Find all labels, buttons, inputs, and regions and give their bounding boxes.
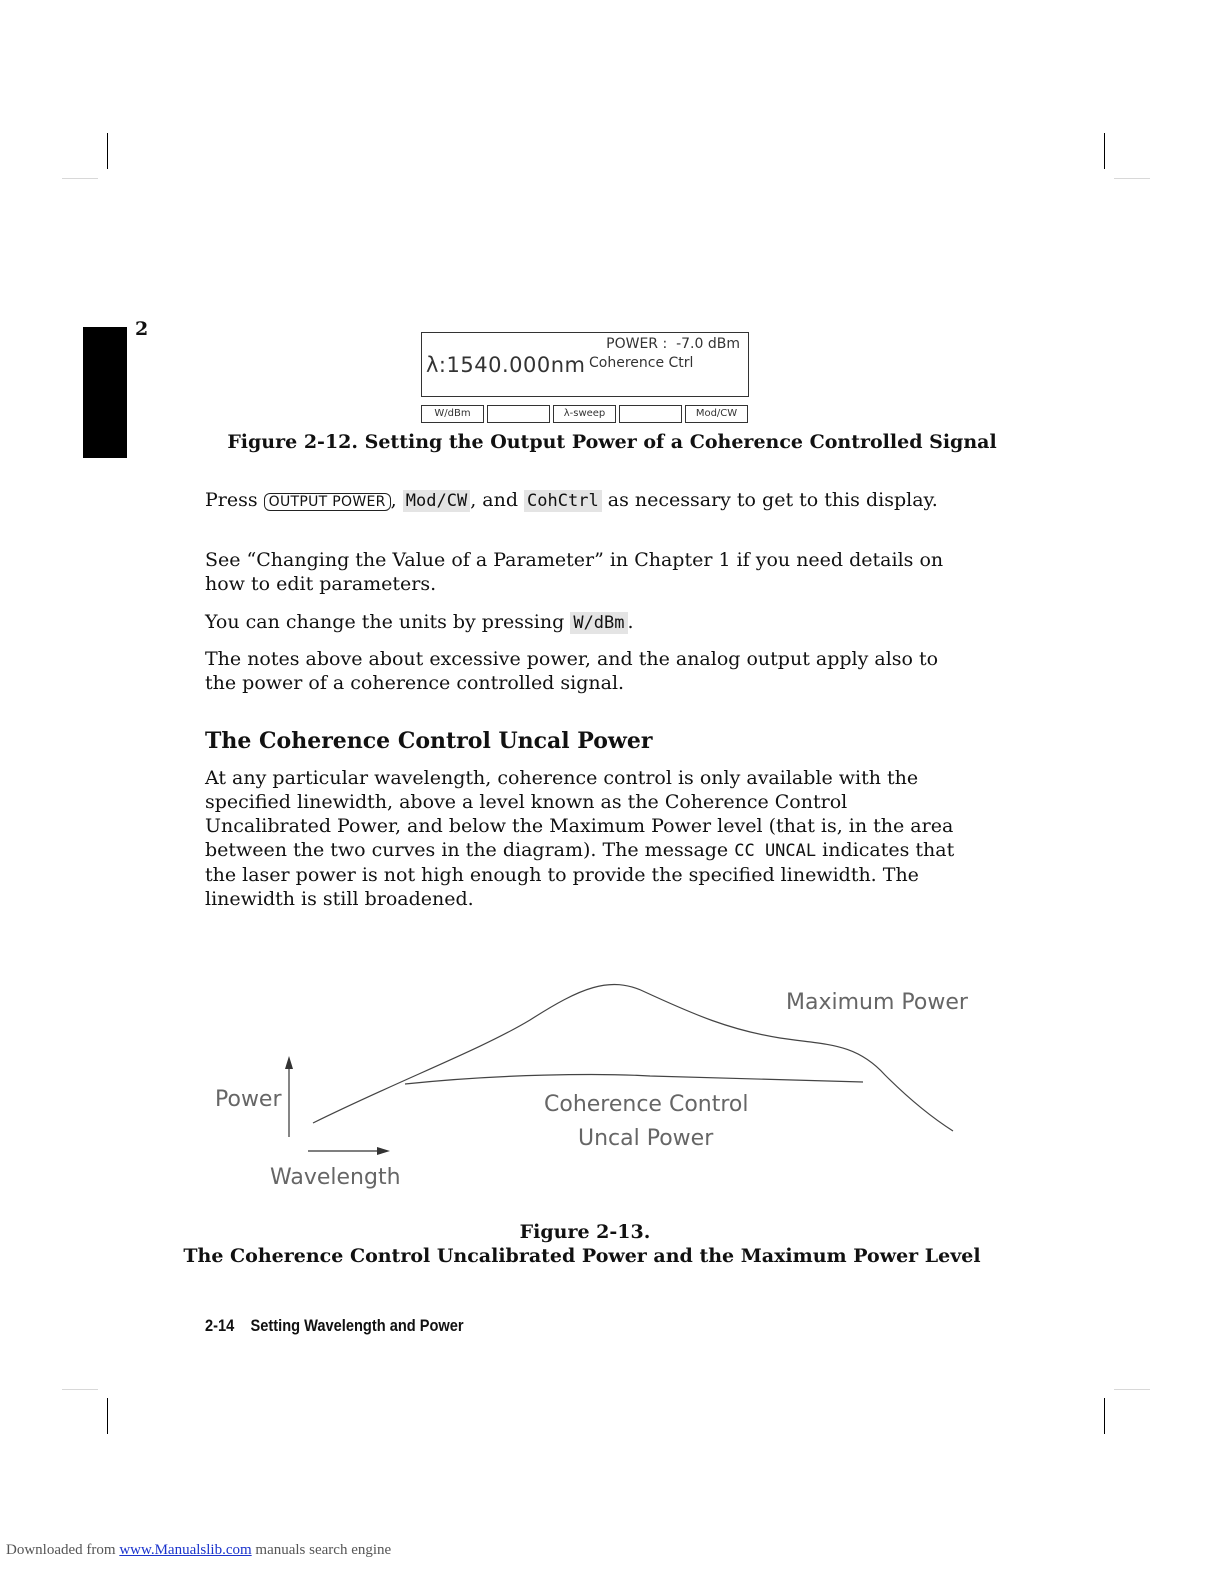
- w-dbm-softkey-ref: W/dBm: [570, 612, 627, 634]
- paragraph-see-chapter: See “Changing the Value of a Parameter” in Chapter 1 if you need details on how to edit parameters.: [205, 549, 944, 595]
- page-number: 2-14: [205, 1316, 235, 1335]
- paragraph-press-keys: [205, 488, 965, 514]
- crop-mark-top-right-h: [1114, 178, 1150, 179]
- download-prefix: Downloaded from: [6, 1542, 116, 1558]
- display-mode-label: Coherence Ctrl: [589, 355, 694, 371]
- figure-13-caption-line1: Figure 2-13.: [519, 1221, 651, 1243]
- crop-mark-bottom-right-h: [1114, 1389, 1150, 1390]
- instrument-display: [421, 332, 749, 397]
- coherence-uncal-curve: [405, 1075, 863, 1084]
- display-power-readout: POWER : -7.0 dBm: [606, 336, 740, 352]
- coherence-text-after: indicates that the laser power is not high enough to provide the specified linewidth. The linewidth is still broadened.: [205, 839, 955, 910]
- wavelength-arrowhead: [377, 1147, 390, 1155]
- crop-mark-bottom-left-h: [62, 1389, 98, 1390]
- label-wavelength-axis: Wavelength: [270, 1165, 401, 1190]
- units-text: You can change the units by pressing: [205, 611, 565, 633]
- coherence-text-before: At any particular wavelength, coherence control is only available with the specified linewidth, above a level known as the Coherence Control Uncalibrated Power, and below the Maximum Power level (that is, in the area between the two curves in the diagram). The message: [205, 767, 954, 861]
- figure-12-caption: Figure 2-12. Setting the Output Power of a Coherence Controlled Signal: [227, 431, 997, 453]
- separator: ,: [390, 489, 397, 511]
- period: .: [627, 611, 634, 633]
- output-power-hardkey: OUTPUT POWER: [264, 493, 391, 511]
- section-heading: The Coherence Control Uncal Power: [205, 728, 653, 754]
- cc-uncal-message: CC UNCAL: [734, 841, 817, 861]
- press-rest-text: as necessary to get to this display.: [607, 489, 938, 511]
- paragraph-notes: The notes above about excessive power, and the analog output apply also to the power of a coherence controlled signal.: [205, 648, 939, 694]
- softkey-2[interactable]: [487, 405, 550, 423]
- softkey-4[interactable]: [619, 405, 682, 423]
- crop-mark-top-left-h: [62, 178, 98, 179]
- and-text: , and: [470, 489, 518, 511]
- download-suffix: manuals search engine: [255, 1542, 392, 1558]
- softkey-1[interactable]: W/dBm: [421, 405, 484, 423]
- page-footer: [205, 1316, 464, 1336]
- figure-13-caption-line2: The Coherence Control Uncalibrated Power and the Maximum Power Level: [183, 1245, 981, 1267]
- paragraph-units: [205, 610, 965, 635]
- crop-mark-bottom-left: [107, 1398, 108, 1434]
- power-diagram: [200, 970, 970, 1200]
- press-text: Press: [205, 489, 258, 511]
- manualslib-link[interactable]: www.Manualslib.com: [119, 1542, 252, 1558]
- cohctrl-softkey-ref: CohCtrl: [524, 490, 602, 512]
- label-power-axis: Power: [215, 1087, 282, 1112]
- label-coherence-control: Coherence Control: [544, 1092, 749, 1117]
- paragraph-coherence-uncal: [205, 766, 965, 911]
- crop-mark-top-left: [107, 133, 108, 169]
- chapter-number: 2: [135, 318, 149, 340]
- softkey-3[interactable]: λ-sweep: [553, 405, 616, 423]
- crop-mark-top-right: [1104, 133, 1105, 169]
- softkey-5[interactable]: Mod/CW: [685, 405, 748, 423]
- footer-title: Setting Wavelength and Power: [250, 1316, 464, 1335]
- power-arrowhead: [285, 1056, 293, 1069]
- mod-cw-softkey-ref: Mod/CW: [403, 490, 470, 512]
- download-banner: [6, 1542, 391, 1559]
- label-uncal-power: Uncal Power: [578, 1126, 714, 1151]
- display-wavelength-readout: λ:1540.000nm: [426, 353, 586, 377]
- label-maximum-power: Maximum Power: [786, 990, 968, 1015]
- crop-mark-bottom-right: [1104, 1398, 1105, 1434]
